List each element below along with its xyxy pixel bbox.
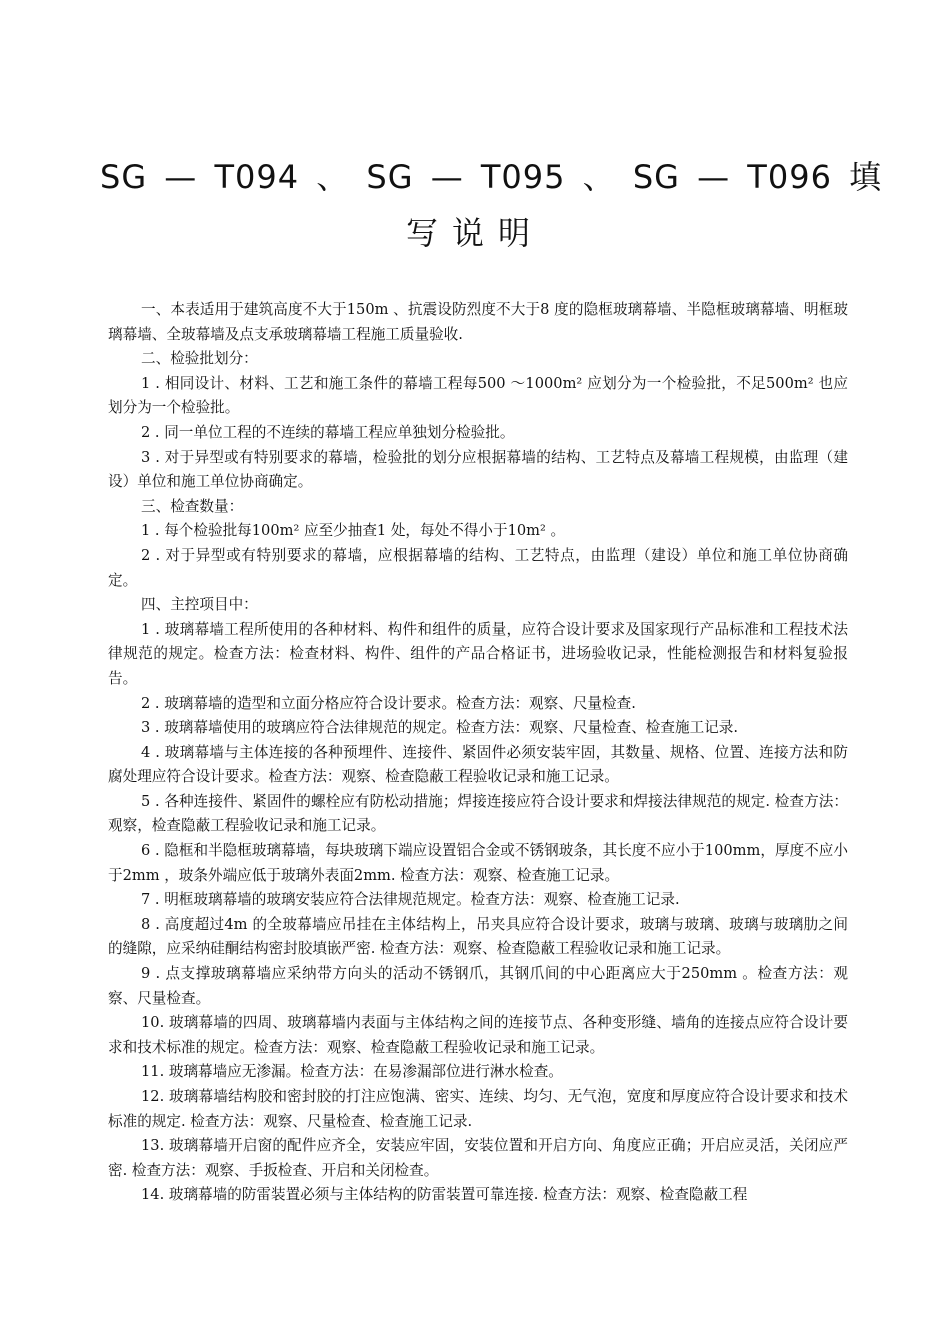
heading-inspection-quantity: 三、检查数量： <box>141 497 244 515</box>
paragraph: 1 . 每个检验批每100m² 应至少抽查1 处，每处不得小于10m² 。 <box>141 522 566 540</box>
paragraph: 14. 玻璃幕墙的防雷装置必须与主体结构的防雷装置可靠连接. 检查方法：观察、检查隐蔽工程 <box>141 1186 748 1204</box>
document-body <box>108 298 848 1208</box>
paragraph: 3 . 玻璃幕墙使用的玻璃应符合法律规范的规定。检查方法：观察、尺量检查、检查施工记录. <box>141 719 739 737</box>
paragraph-scope: 一、本表适用于建筑高度不大于150m 、抗震设防烈度不大于8 度的隐框玻璃幕墙、半隐框玻璃幕墙、明框玻璃幕墙、全玻幕墙及点支承玻璃幕墙工程施工质量验收. <box>108 301 848 343</box>
paragraph: 4 . 玻璃幕墙与主体连接的各种预埋件、连接件、紧固件必须安装牢固，其数量、规格、位置、连接方法和防腐处理应符合设计要求。检查方法：观察、检查隐蔽工程验收记录和施工记录。 <box>108 743 848 786</box>
paragraph: 10. 玻璃幕墙的四周、玻璃幕墙内表面与主体结构之间的连接节点、各种变形缝、墙角的连接点应符合设计要求和技术标准的规定。检查方法：观察、检查隐蔽工程验收记录和施工记录。 <box>108 1014 848 1056</box>
title-line-2: 写说明 <box>405 214 544 252</box>
paragraph: 2 . 对于异型或有特别要求的幕墙，应根据幕墙的结构、工艺特点，由监理（建设）单位和施工单位协商确定。 <box>108 546 848 589</box>
paragraph: 7 . 明框玻璃幕墙的玻璃安装应符合法律规范规定。检查方法：观察、检查施工记录. <box>141 891 680 909</box>
paragraph: 2 . 玻璃幕墙的造型和立面分格应符合设计要求。检查方法：观察、尺量检查. <box>141 694 636 712</box>
paragraph: 1 . 玻璃幕墙工程所使用的各种材料、构件和组件的质量，应符合设计要求及国家现行产品标准和工程技术法律规范的规定。检查方法：检查材料、构件、组件的产品合格证书，进场验收记录，性能检测报告和材料复验报告。 <box>108 620 848 687</box>
paragraph: 5 . 各种连接件、紧固件的螺栓应有防松动措施；焊接连接应符合设计要求和焊接法律规范的规定. 检查方法：观察，检查隐蔽工程验收记录和施工记录。 <box>108 792 848 835</box>
document-title <box>100 152 883 258</box>
heading-main-control-items: 四、主控项目中： <box>141 596 258 614</box>
paragraph: 6 . 隐框和半隐框玻璃幕墙，每块玻璃下端应设置铝合金或不锈钢玻条，其长度不应小于100mm，厚度不应小于2mm ，玻条外端应低于玻璃外表面2mm. 检查方法：观察、检查施工记录。 <box>108 842 848 884</box>
title-line-1: SG — T094 、 SG — T095 、 SG — T096 填 <box>100 158 883 196</box>
paragraph: 2 . 同一单位工程的不连续的幕墙工程应单独划分检验批。 <box>141 423 515 441</box>
heading-batch-division: 二、检验批划分： <box>141 350 258 368</box>
paragraph: 11. 玻璃幕墙应无渗漏。检查方法：在易渗漏部位进行淋水检查。 <box>141 1063 563 1081</box>
paragraph: 1 . 相同设计、材料、工艺和施工条件的幕墙工程每500 ～1000m² 应划分为一个检验批，不足500m² 也应划分为一个检验批。 <box>108 374 848 417</box>
paragraph: 3 . 对于异型或有特别要求的幕墙，检验批的划分应根据幕墙的结构、工艺特点及幕墙工程规模，由监理（建设）单位和施工单位协商确定。 <box>108 448 848 491</box>
paragraph: 9 . 点支撑玻璃幕墙应采纳带方向头的活动不锈钢爪，其钢爪间的中心距离应大于250mm 。检查方法：观察、尺量检查。 <box>108 965 848 1007</box>
paragraph: 8 . 高度超过4m 的全玻幕墙应吊挂在主体结构上，吊夹具应符合设计要求，玻璃与玻璃、玻璃与玻璃肋之间的缝隙，应采纳硅酮结构密封胶填嵌严密. 检查方法：观察、检查隐蔽工程验收记录和施工记录。 <box>108 915 848 958</box>
paragraph: 13. 玻璃幕墙开启窗的配件应齐全，安装应牢固，安装位置和开启方向、角度应正确；开启应灵活，关闭应严密. 检查方法：观察、手扳检查、开启和关闭检查。 <box>108 1137 848 1179</box>
paragraph: 12. 玻璃幕墙结构胶和密封胶的打注应饱满、密实、连续、均匀、无气泡，宽度和厚度应符合设计要求和技术标准的规定. 检查方法：观察、尺量检查、检查施工记录. <box>108 1088 848 1130</box>
